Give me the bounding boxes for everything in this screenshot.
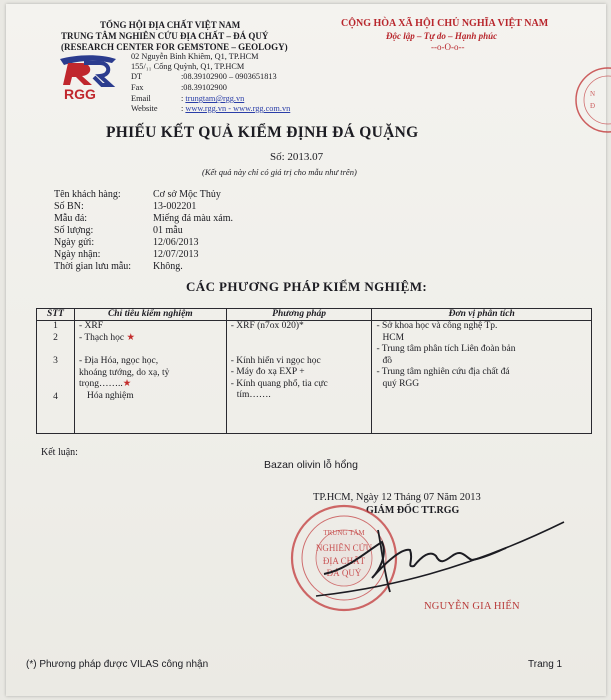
criteria-geochem-2: khoáng tướng, do xạ, tỷ [78, 367, 170, 378]
sent-date-label: Ngày gửi: [54, 237, 95, 248]
retention-value: Không. [153, 261, 183, 272]
address-line-1: 02 Nguyễn Bỉnh Khiêm, Q1, TP.HCM [131, 52, 259, 61]
handwritten-signature [306, 512, 566, 602]
method-cell [226, 321, 372, 434]
seal-line-2: NGHIÊN CỨU [315, 543, 373, 553]
criteria-chemical: Hóa nghiệm [86, 390, 134, 401]
email-row: Email : trungtam@rgg.vn [131, 94, 245, 103]
org-parent-name: TỔNG HỘI ĐỊA CHẤT VIỆT NAM [100, 20, 241, 30]
corner-stamp [568, 64, 611, 136]
stt-1: 1 [53, 321, 58, 331]
unit-dost-1: - Sở khoa học và công nghệ Tp. [376, 321, 498, 331]
rgg-logo [54, 53, 126, 101]
method-spectroscope: - Kính quang phổ, tia cực [230, 378, 328, 389]
fax-row [131, 83, 227, 92]
signer-name: NGUYỄN GIA HIỂN [424, 601, 520, 612]
document-subtitle: (Kết quả này chỉ có giá trị cho mẫu như trên) [202, 167, 357, 177]
org-name: TRUNG TÂM NGHIÊN CỨU ĐỊA CHẤT – ĐÁ QUÝ [61, 31, 269, 41]
document-number: Số: 2013.07 [270, 151, 324, 163]
criteria-petrography: - Thạch học [78, 332, 125, 343]
received-date-value: 12/07/2013 [153, 249, 199, 260]
method-radiation: - Máy đo xạ EXP + [230, 367, 305, 377]
retention-label: Thời gian lưu mẫu: [54, 261, 132, 272]
table-row [37, 321, 592, 434]
criteria-geochem-1: - Địa Hóa, ngọc học, [78, 356, 159, 366]
footnote: (*) Phương pháp được VILAS công nhận [26, 659, 209, 670]
unit-rgg-2: quý RGG [382, 378, 420, 389]
header-method: Phương pháp [226, 309, 372, 321]
website-row: Website : www.rgg.vn - www.rgg.com.vn [131, 104, 291, 113]
quantity-label: Số lượng: [54, 225, 94, 236]
seal-line-4: ĐÁ QUÝ [326, 568, 362, 578]
fax-label: Fax [131, 83, 144, 92]
unit-mapping-2: đồ [382, 355, 392, 366]
criteria-petrography-row [79, 333, 222, 345]
document-page [6, 4, 606, 696]
methods-section-title: CÁC PHƯƠNG PHÁP KIỂM NGHIỆM: [186, 279, 428, 294]
criteria-density: trọng…….. [78, 379, 123, 389]
svg-text:N: N [590, 90, 596, 98]
fax-value: :08.39102900 [181, 83, 227, 92]
address-line-2: 155/₁₁ Cống Quỳnh, Q1, TP.HCM [131, 62, 245, 71]
unit-mapping-1: - Trung tâm phân tích Liên đoàn bản [376, 344, 516, 354]
phone-label: DT [131, 72, 143, 81]
criteria-cell [74, 321, 226, 434]
unit-cell [372, 321, 592, 434]
sample-value: Miếng đá màu xám. [153, 213, 233, 224]
table-header-row [37, 309, 592, 321]
unit-rgg-1: - Trung tâm nghiên cứu địa chất đá [376, 367, 510, 377]
sample-label: Mẫu đá: [54, 213, 88, 224]
star-icon: ★ [122, 379, 132, 389]
email-label: Email [131, 94, 151, 103]
document-title: PHIẾU KẾT QUẢ KIỂM ĐỊNH ĐÁ QUẶNG [106, 124, 419, 141]
stt-cell [37, 321, 75, 434]
sent-date-value: 12/06/2013 [153, 237, 199, 248]
customer-value: Cơ sở Mộc Thủy [153, 189, 221, 200]
method-xrf: - XRF (n7ox 020)* [230, 321, 304, 331]
stt-2: 2 [53, 332, 58, 343]
stt-3: 3 [53, 356, 58, 366]
unit-dost-2: HCM [382, 332, 405, 343]
method-microscope: - Kính hiển vi ngọc học [230, 355, 321, 366]
header-stt: STT [37, 309, 75, 321]
svg-text:Đ: Đ [590, 102, 596, 110]
customer-label: Tên khách hàng: [54, 189, 121, 200]
batch-number-value: 13-002201 [153, 201, 197, 212]
nation-title: CỘNG HÒA XÃ HỘI CHỦ NGHĨA VIỆT NAM [341, 18, 549, 29]
quantity-value: 01 mẫu [153, 225, 183, 236]
conclusion-label: Kết luận: [41, 447, 78, 458]
logo-text: RGG [64, 86, 96, 101]
nation-motto: Độc lập – Tự do – Hạnh phúc [386, 31, 498, 41]
header-unit: Đơn vị phân tích [372, 309, 592, 321]
received-date-label: Ngày nhận: [54, 249, 101, 260]
nation-ornament: --o-O-o-- [431, 42, 465, 52]
star-icon: ★ [126, 332, 136, 343]
header-criteria: Chỉ tiêu kiểm nghiệm [74, 309, 226, 321]
website-label: Website [131, 104, 158, 113]
seal-line-1: TRUNG TÂM [323, 529, 365, 537]
methods-table [36, 308, 592, 434]
criteria-density-row [79, 379, 222, 391]
criteria-xrf: - XRF [78, 321, 103, 331]
phone-value: :08.39102900 – 0903651813 [181, 72, 277, 81]
signature-date: TP.HCM, Ngày 12 Tháng 07 Năm 2013 [313, 492, 481, 503]
stt-4: 4 [53, 391, 58, 402]
phone-row [131, 72, 277, 81]
email-link[interactable]: trungtam@rgg.vn [185, 94, 245, 103]
director-title: GIÁM ĐỐC TT.RGG [366, 505, 460, 516]
org-name-english: (RESEARCH CENTER FOR GEMSTONE – GEOLOGY) [61, 42, 288, 52]
conclusion-value: Bazan olivin lỗ hổng [264, 459, 358, 471]
batch-number-label: Số BN: [54, 201, 84, 212]
method-uv: tím……. [236, 390, 271, 400]
website-link[interactable]: www.rgg.vn - www.rgg.com.vn [185, 104, 291, 113]
seal-line-3: ĐỊA CHẤT [322, 556, 366, 566]
page-number: Trang 1 [528, 659, 563, 670]
